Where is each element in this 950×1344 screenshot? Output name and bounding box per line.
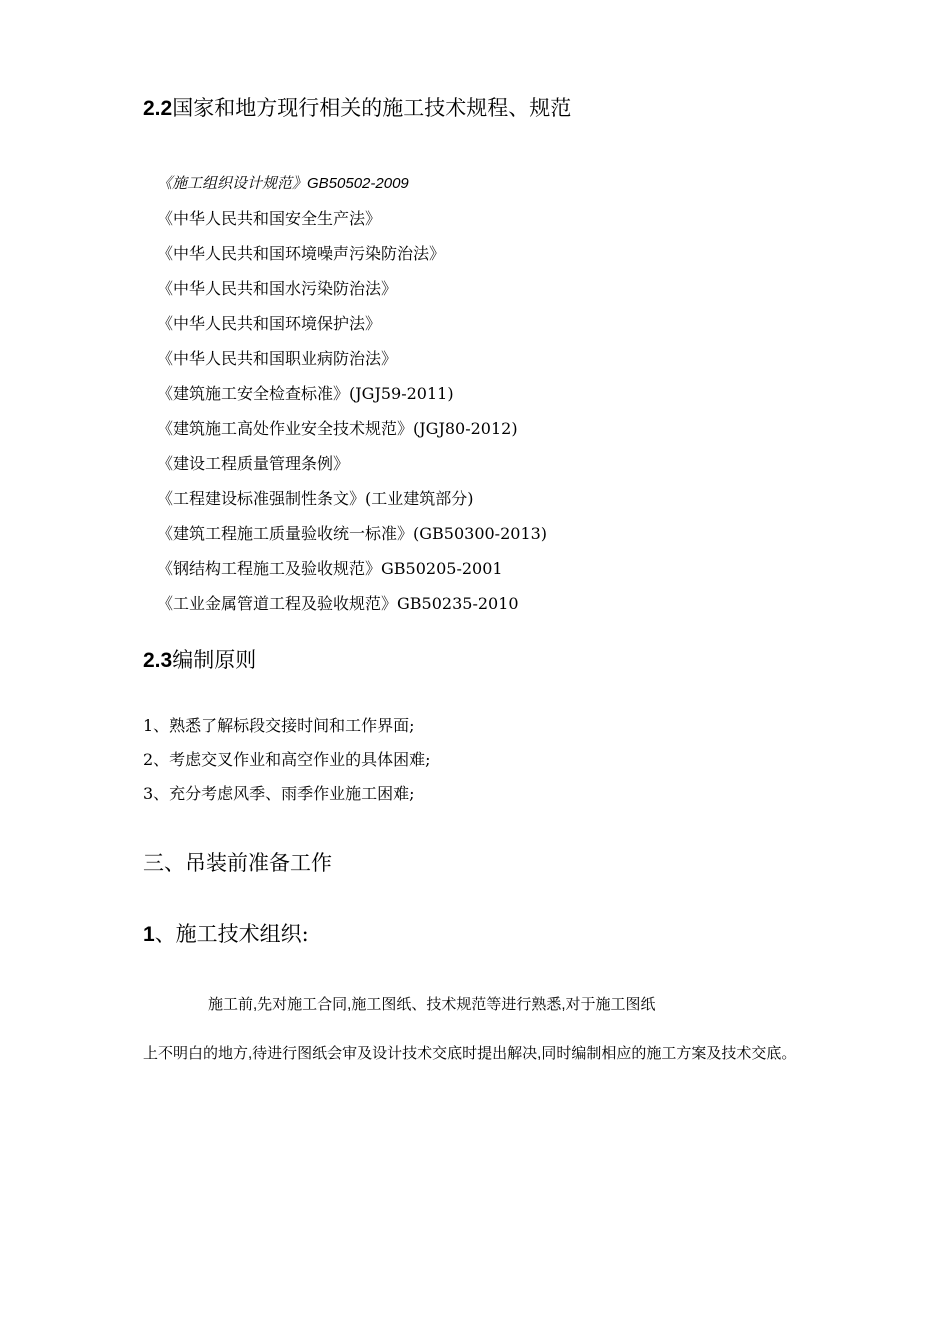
reference-item: 《建筑工程施工质量验收统一标准》(GB50300-2013) <box>157 524 548 543</box>
principle-item: 1、熟悉了解标段交接时间和工作界面; <box>143 716 415 735</box>
principle-item: 3、充分考虑风季、雨季作业施工困难; <box>143 784 415 803</box>
subsection-1-heading <box>143 920 309 949</box>
reference-list <box>157 171 547 626</box>
section-3-heading: 三、吊装前准备工作 <box>143 851 332 875</box>
principles-list <box>143 712 431 814</box>
reference-item: 《建筑施工安全检查标准》(JGJ59-2011) <box>157 384 454 403</box>
reference-item: 《中华人民共和国环境保护法》 <box>157 314 382 333</box>
section-title: 国家和地方现行相关的施工技术规程、规范 <box>172 96 572 120</box>
reference-item: 《中华人民共和国环境噪声污染防治法》 <box>157 244 446 263</box>
reference-item: 《工程建设标准强制性条文》(工业建筑部分) <box>157 489 474 508</box>
section-number: 2.2 <box>143 97 173 120</box>
reference-item: 《钢结构工程施工及验收规范》GB50205-2001 <box>157 559 503 578</box>
paragraph-line-2: 上不明白的地方,待进行图纸会审及设计技术交底时提出解决,同时编制相应的施工方案及技术交底。 <box>143 1045 797 1062</box>
section-title: 编制原则 <box>172 648 257 672</box>
principle-item: 2、考虑交叉作业和高空作业的具体困难; <box>143 750 431 769</box>
reference-item: 《建设工程质量管理条例》 <box>157 454 350 473</box>
reference-item: 《建筑施工高处作业安全技术规范》(JGJ80-2012) <box>157 419 518 438</box>
reference-item: 《工业金属管道工程及验收规范》GB50235-2010 <box>157 594 519 613</box>
reference-item: 《中华人民共和国安全生产法》 <box>157 209 382 228</box>
section-2-3-heading <box>143 646 256 675</box>
reference-item: 《施工组织设计规范》GB50502-2009 <box>157 175 409 192</box>
subsection-number: 1 <box>143 923 155 946</box>
subsection-title: 、施工技术组织: <box>154 922 309 946</box>
section-number: 2.3 <box>143 649 173 672</box>
reference-item: 《中华人民共和国水污染防治法》 <box>157 279 398 298</box>
paragraph-line-1: 施工前,先对施工合同,施工图纸、技术规范等进行熟悉,对于施工图纸 <box>208 996 656 1013</box>
section-2-2-heading <box>143 94 571 123</box>
reference-item: 《中华人民共和国职业病防治法》 <box>157 349 398 368</box>
